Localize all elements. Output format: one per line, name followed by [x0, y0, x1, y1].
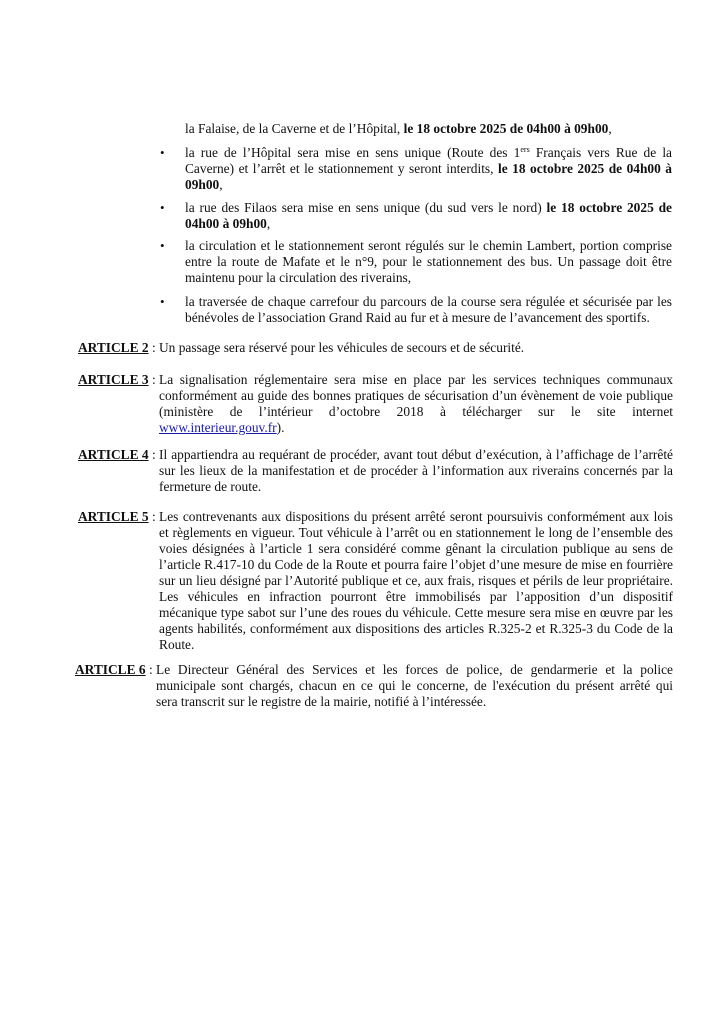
- article-2: [78, 340, 673, 356]
- bullet-line: [185, 200, 672, 216]
- article-line: mécanique type sabot sur l’une des roues du véhicule. Cette mesure sera mise en œuvre par les: [159, 605, 673, 620]
- article-label: ARTICLE 3: [78, 372, 149, 387]
- article-line: sur un lieu désigné par l’Autorité publique et ce, aux frais, risques et périls de leur propriétaire.: [159, 573, 673, 588]
- bullet-icon: •: [160, 238, 165, 253]
- article-line: Les contrevenants aux dispositions du présent arrêté seront poursuivis conformément aux lois: [159, 509, 673, 524]
- article-line: municipale sont chargés, chacun en ce qui le concerne, de l'exécution du présent arrêté qui: [156, 678, 673, 693]
- bullet-line: entre la route de Mafate et le n°9, pour le stationnement des bus. Un passage doit être: [185, 254, 672, 269]
- article-line: l’article R.417-10 du Code de la Route et pourra faire l’objet d’une mesure de mise en fourrière: [159, 557, 673, 572]
- article-line: conformément au guide des bonnes pratiques de sécurisation d’un évènement de voie publique: [159, 388, 673, 403]
- bullet-icon: •: [160, 200, 165, 215]
- article-colon: :: [148, 447, 160, 462]
- article-head: [75, 662, 156, 678]
- article-line: Les véhicules en infraction pourront être immobilisés par l’apposition d’un dispositif: [159, 589, 673, 604]
- superscript: ers: [520, 145, 530, 154]
- article-line: Route.: [159, 637, 195, 652]
- bullet-text: [185, 294, 672, 326]
- article-body: [159, 509, 673, 653]
- article-colon: :: [145, 662, 157, 677]
- bullet-line: [185, 145, 672, 161]
- bullet-text-part: ,: [266, 216, 271, 231]
- article-line: fermeture de route.: [159, 479, 262, 494]
- article-colon: :: [148, 340, 160, 355]
- article-line: Le Directeur Général des Services et les forces de police, de gendarmerie et la police: [156, 662, 673, 677]
- bullet-text: [185, 200, 672, 232]
- bullet-text-part: la rue de l’Hôpital sera mise en sens unique (Route des 1: [185, 145, 521, 160]
- article-line: sera transcrit sur le registre de la mairie, notifié à l’intéressée.: [156, 694, 487, 709]
- bullet-text: [185, 238, 672, 286]
- article-5: [78, 509, 673, 653]
- article-body: [159, 372, 673, 436]
- continuation-date: le 18 octobre 2025 de 04h00 à 09h00: [403, 121, 609, 136]
- continuation-end: ,: [608, 121, 612, 136]
- article-line: La signalisation réglementaire sera mise en place par les services techniques communaux: [159, 372, 673, 387]
- article-body: [159, 340, 673, 356]
- article-label: ARTICLE 6: [75, 662, 146, 677]
- bullet-line: bénévoles de l’association Grand Raid au fur et à mesure de l’avancement des sportifs.: [185, 310, 650, 325]
- article-line: agents habilités, conformément aux dispositions des articles R.325-2 et R.325-3 du Code de la: [159, 621, 673, 636]
- article-head: [78, 509, 159, 525]
- bullet-text-part: la rue des Filaos sera mise en sens unique (du sud vers le nord): [185, 200, 547, 215]
- bullet-text-part: Français vers Rue de la: [529, 145, 672, 160]
- bullet-line: maintenu pour la circulation des riverains,: [185, 270, 412, 285]
- article-3: [78, 372, 673, 436]
- bullet-line: la traversée de chaque carrefour du parcours de la course sera régulée et sécurisée par les: [185, 294, 672, 309]
- article-head: [78, 447, 159, 463]
- bullet-line: la circulation et le stationnement seront régulés sur le chemin Lambert, portion comprise: [185, 238, 672, 253]
- link-suffix: ).: [276, 420, 285, 435]
- article-4: [78, 447, 673, 495]
- article-6: [75, 662, 673, 710]
- article-line: et règlements en vigueur. Tout véhicule à l’arrêt ou en stationnement le long de l’ensemble des: [159, 525, 673, 540]
- bullet-line: [185, 216, 672, 232]
- article-head: [78, 340, 159, 356]
- bullet-text-part: ,: [219, 177, 223, 192]
- continuation-line: [185, 121, 612, 137]
- bullet-date: 04h00 à 09h00: [185, 216, 267, 231]
- bullet-text: [185, 145, 672, 193]
- article-line: sur les lieux de la manifestation et de procéder à l’information aux riverains concernés par la: [159, 463, 673, 478]
- article-line: Il appartiendra au requérant de procéder, avant tout début d’exécution, à l’affichage de l’arrêté: [159, 447, 673, 462]
- bullet-date: le 18 octobre 2025 de 04h00 à: [498, 161, 673, 176]
- bullet-text-part: Caverne) et l’arrêt et le stationnement y seront interdits,: [185, 161, 498, 176]
- article-line: [159, 420, 673, 436]
- bullet-date: 09h00: [185, 177, 220, 192]
- article-colon: :: [148, 509, 160, 524]
- article-line: voies désignées à l’article 1 sera considéré comme gênant la circulation publique au sens de: [159, 541, 673, 556]
- article-line: (ministère de l’intérieur d’octobre 2018 à télécharger sur le site internet: [159, 404, 673, 419]
- bullet-line: [185, 161, 672, 177]
- article-label: ARTICLE 2: [78, 340, 149, 355]
- bullet-icon: •: [160, 294, 165, 309]
- article-body: [156, 662, 673, 710]
- continuation-text: la Falaise, de la Caverne et de l’Hôpital,: [185, 121, 404, 136]
- interieur-link[interactable]: www.interieur.gouv.fr: [159, 420, 277, 435]
- article-body: [159, 447, 673, 495]
- article-colon: :: [148, 372, 160, 387]
- bullet-date: le 18 octobre 2025 de: [546, 200, 672, 215]
- article-head: [78, 372, 159, 388]
- article-label: ARTICLE 4: [78, 447, 149, 462]
- bullet-line: [185, 177, 672, 193]
- article-label: ARTICLE 5: [78, 509, 149, 524]
- bullet-icon: •: [160, 145, 165, 160]
- article-line: Un passage sera réservé pour les véhicules de secours et de sécurité.: [159, 340, 525, 355]
